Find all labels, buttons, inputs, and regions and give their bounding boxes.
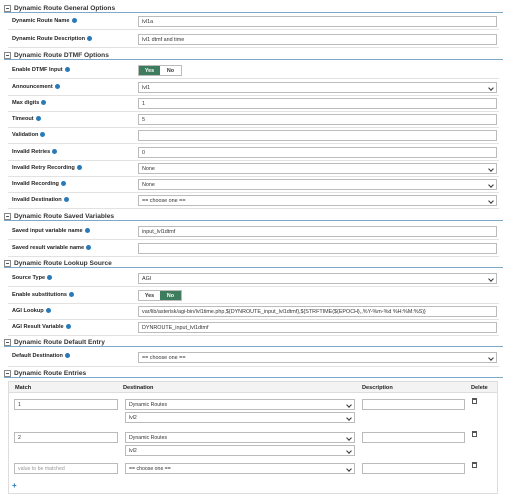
row-enable-dtmf: Enable DTMF Input Yes No (8, 63, 499, 79)
destination-category-select[interactable]: Dynamic Routes (125, 432, 355, 443)
row-invalid-retries: Invalid Retries 0 (8, 145, 499, 161)
section-saved-title[interactable]: Dynamic Route Saved Variables (4, 212, 503, 221)
new-description-input[interactable] (362, 463, 465, 474)
entries-table-header (9, 382, 497, 393)
new-match-input[interactable]: value to be matched (14, 463, 118, 474)
col-description: Description (362, 385, 393, 391)
chevron-down-icon (488, 85, 494, 91)
section-default-title[interactable]: Dynamic Route Default Entry (4, 338, 503, 347)
help-icon[interactable] (52, 149, 57, 154)
row-route-description: Dynamic Route Description lvl1 dtmf and time (8, 32, 499, 48)
chevron-down-icon (346, 402, 352, 408)
row-validation: Validation (8, 128, 499, 144)
help-icon[interactable] (66, 324, 71, 329)
row-saved-input: Saved input variable name input_lvl1dtmf (8, 224, 499, 240)
agi-result-variable-input[interactable]: DYNROUTE_input_lvl1dtmf (138, 322, 497, 333)
announcement-select[interactable]: lvl1 (138, 82, 497, 93)
help-icon[interactable] (55, 84, 60, 89)
enable-dtmf-toggle[interactable] (138, 65, 182, 76)
saved-input-variable-input[interactable]: input_lvl1dtmf (138, 226, 497, 237)
validation-input[interactable] (138, 130, 497, 141)
chevron-down-icon (488, 355, 494, 361)
row-route-name: Dynamic Route Name lvl1a (8, 14, 499, 30)
section-lookup-title[interactable]: Dynamic Route Lookup Source (4, 259, 503, 268)
invalid-retry-recording-select[interactable]: None (138, 163, 497, 174)
timeout-input[interactable]: 5 (138, 114, 497, 125)
row-invalid-destination: Invalid Destination == choose one == (8, 193, 499, 209)
entries-table (8, 381, 498, 494)
toggle-yes[interactable]: Yes (139, 291, 160, 300)
max-digits-input[interactable]: 1 (138, 98, 497, 109)
destination-target-select[interactable]: lvl2 (125, 412, 355, 423)
collapse-icon[interactable] (4, 370, 11, 377)
description-input[interactable] (362, 399, 465, 410)
help-icon[interactable] (69, 292, 74, 297)
row-invalid-retry-recording: Invalid Retry Recording None (8, 161, 499, 177)
collapse-icon[interactable] (4, 339, 11, 346)
saved-result-variable-input[interactable] (138, 243, 497, 254)
col-match: Match (15, 385, 32, 391)
help-icon[interactable] (41, 100, 46, 105)
route-description-input[interactable]: lvl1 dtmf and time (138, 34, 497, 45)
help-icon[interactable] (65, 353, 70, 358)
chevron-down-icon (346, 466, 352, 472)
row-announcement: Announcement lvl1 (8, 80, 499, 96)
row-enable-substitutions: Enable substitutions Yes No (8, 288, 499, 304)
row-invalid-recording: Invalid Recording None (8, 177, 499, 193)
agi-lookup-input[interactable]: var/lib/asterisk/agi-bin/lvl1time.php,${DYNROUTE_input_lvl1dtmf},${STRFTIME(${EPOCH},,%Y-%m-%d %H:%M:%S)} (138, 306, 497, 317)
help-icon[interactable] (47, 275, 52, 280)
help-icon[interactable] (86, 245, 91, 250)
add-entry-icon[interactable]: + (12, 481, 17, 490)
trash-icon[interactable] (472, 398, 477, 404)
section-entries-title[interactable]: Dynamic Route Entries (4, 369, 503, 378)
collapse-icon[interactable] (4, 213, 11, 220)
match-input[interactable]: 2 (14, 432, 118, 443)
help-icon[interactable] (87, 36, 92, 41)
help-icon[interactable] (65, 67, 70, 72)
help-icon[interactable] (36, 116, 41, 121)
description-input[interactable] (362, 432, 465, 443)
help-icon[interactable] (72, 18, 77, 23)
trash-icon[interactable] (472, 431, 477, 437)
chevron-down-icon (488, 166, 494, 172)
default-destination-select[interactable]: == choose one == (138, 352, 497, 363)
chevron-down-icon (346, 448, 352, 454)
row-source-type: Source Type AGI (8, 271, 499, 287)
col-destination: Destination (123, 385, 154, 391)
help-icon[interactable] (40, 132, 45, 137)
invalid-recording-select[interactable]: None (138, 179, 497, 190)
chevron-down-icon (346, 415, 352, 421)
invalid-destination-select[interactable]: == choose one == (138, 195, 497, 206)
enable-substitutions-toggle[interactable] (138, 290, 182, 301)
section-dtmf-title[interactable]: Dynamic Route DTMF Options (4, 51, 503, 60)
new-destination-select[interactable]: == choose one == (125, 463, 355, 474)
help-icon[interactable] (85, 228, 90, 233)
collapse-icon[interactable] (4, 5, 11, 12)
toggle-no[interactable]: No (160, 291, 181, 300)
row-saved-result: Saved result variable name (8, 241, 499, 257)
row-default-destination: Default Destination == choose one == (8, 349, 499, 367)
destination-category-select[interactable]: Dynamic Routes (125, 399, 355, 410)
row-max-digits: Max digits 1 (8, 96, 499, 112)
col-delete: Delete (471, 385, 488, 391)
route-name-input[interactable]: lvl1a (138, 16, 497, 27)
collapse-icon[interactable] (4, 260, 11, 267)
help-icon[interactable] (46, 308, 51, 313)
row-agi-result: AGI Result Variable DYNROUTE_input_lvl1dtmf (8, 320, 499, 336)
invalid-retries-input[interactable]: 0 (138, 147, 497, 158)
row-agi-lookup: AGI Lookup var/lib/asterisk/agi-bin/lvl1time.php,${DYNROUTE_input_lvl1dtmf},${STRFTIME(${EPOCH},,%Y-%m-%d %H:%M:%S)} (8, 304, 499, 320)
chevron-down-icon (488, 198, 494, 204)
help-icon[interactable] (61, 181, 66, 186)
row-timeout: Timeout 5 (8, 112, 499, 128)
chevron-down-icon (488, 182, 494, 188)
chevron-down-icon (346, 435, 352, 441)
trash-icon[interactable] (472, 462, 477, 468)
toggle-no[interactable]: No (160, 66, 181, 75)
collapse-icon[interactable] (4, 52, 11, 59)
section-general-title[interactable]: Dynamic Route General Options (4, 4, 503, 13)
help-icon[interactable] (77, 165, 82, 170)
toggle-yes[interactable]: Yes (139, 66, 160, 75)
match-input[interactable]: 1 (14, 399, 118, 410)
chevron-down-icon (488, 276, 494, 282)
source-type-select[interactable]: AGI (138, 273, 497, 284)
destination-target-select[interactable]: lvl2 (125, 445, 355, 456)
help-icon[interactable] (64, 197, 69, 202)
